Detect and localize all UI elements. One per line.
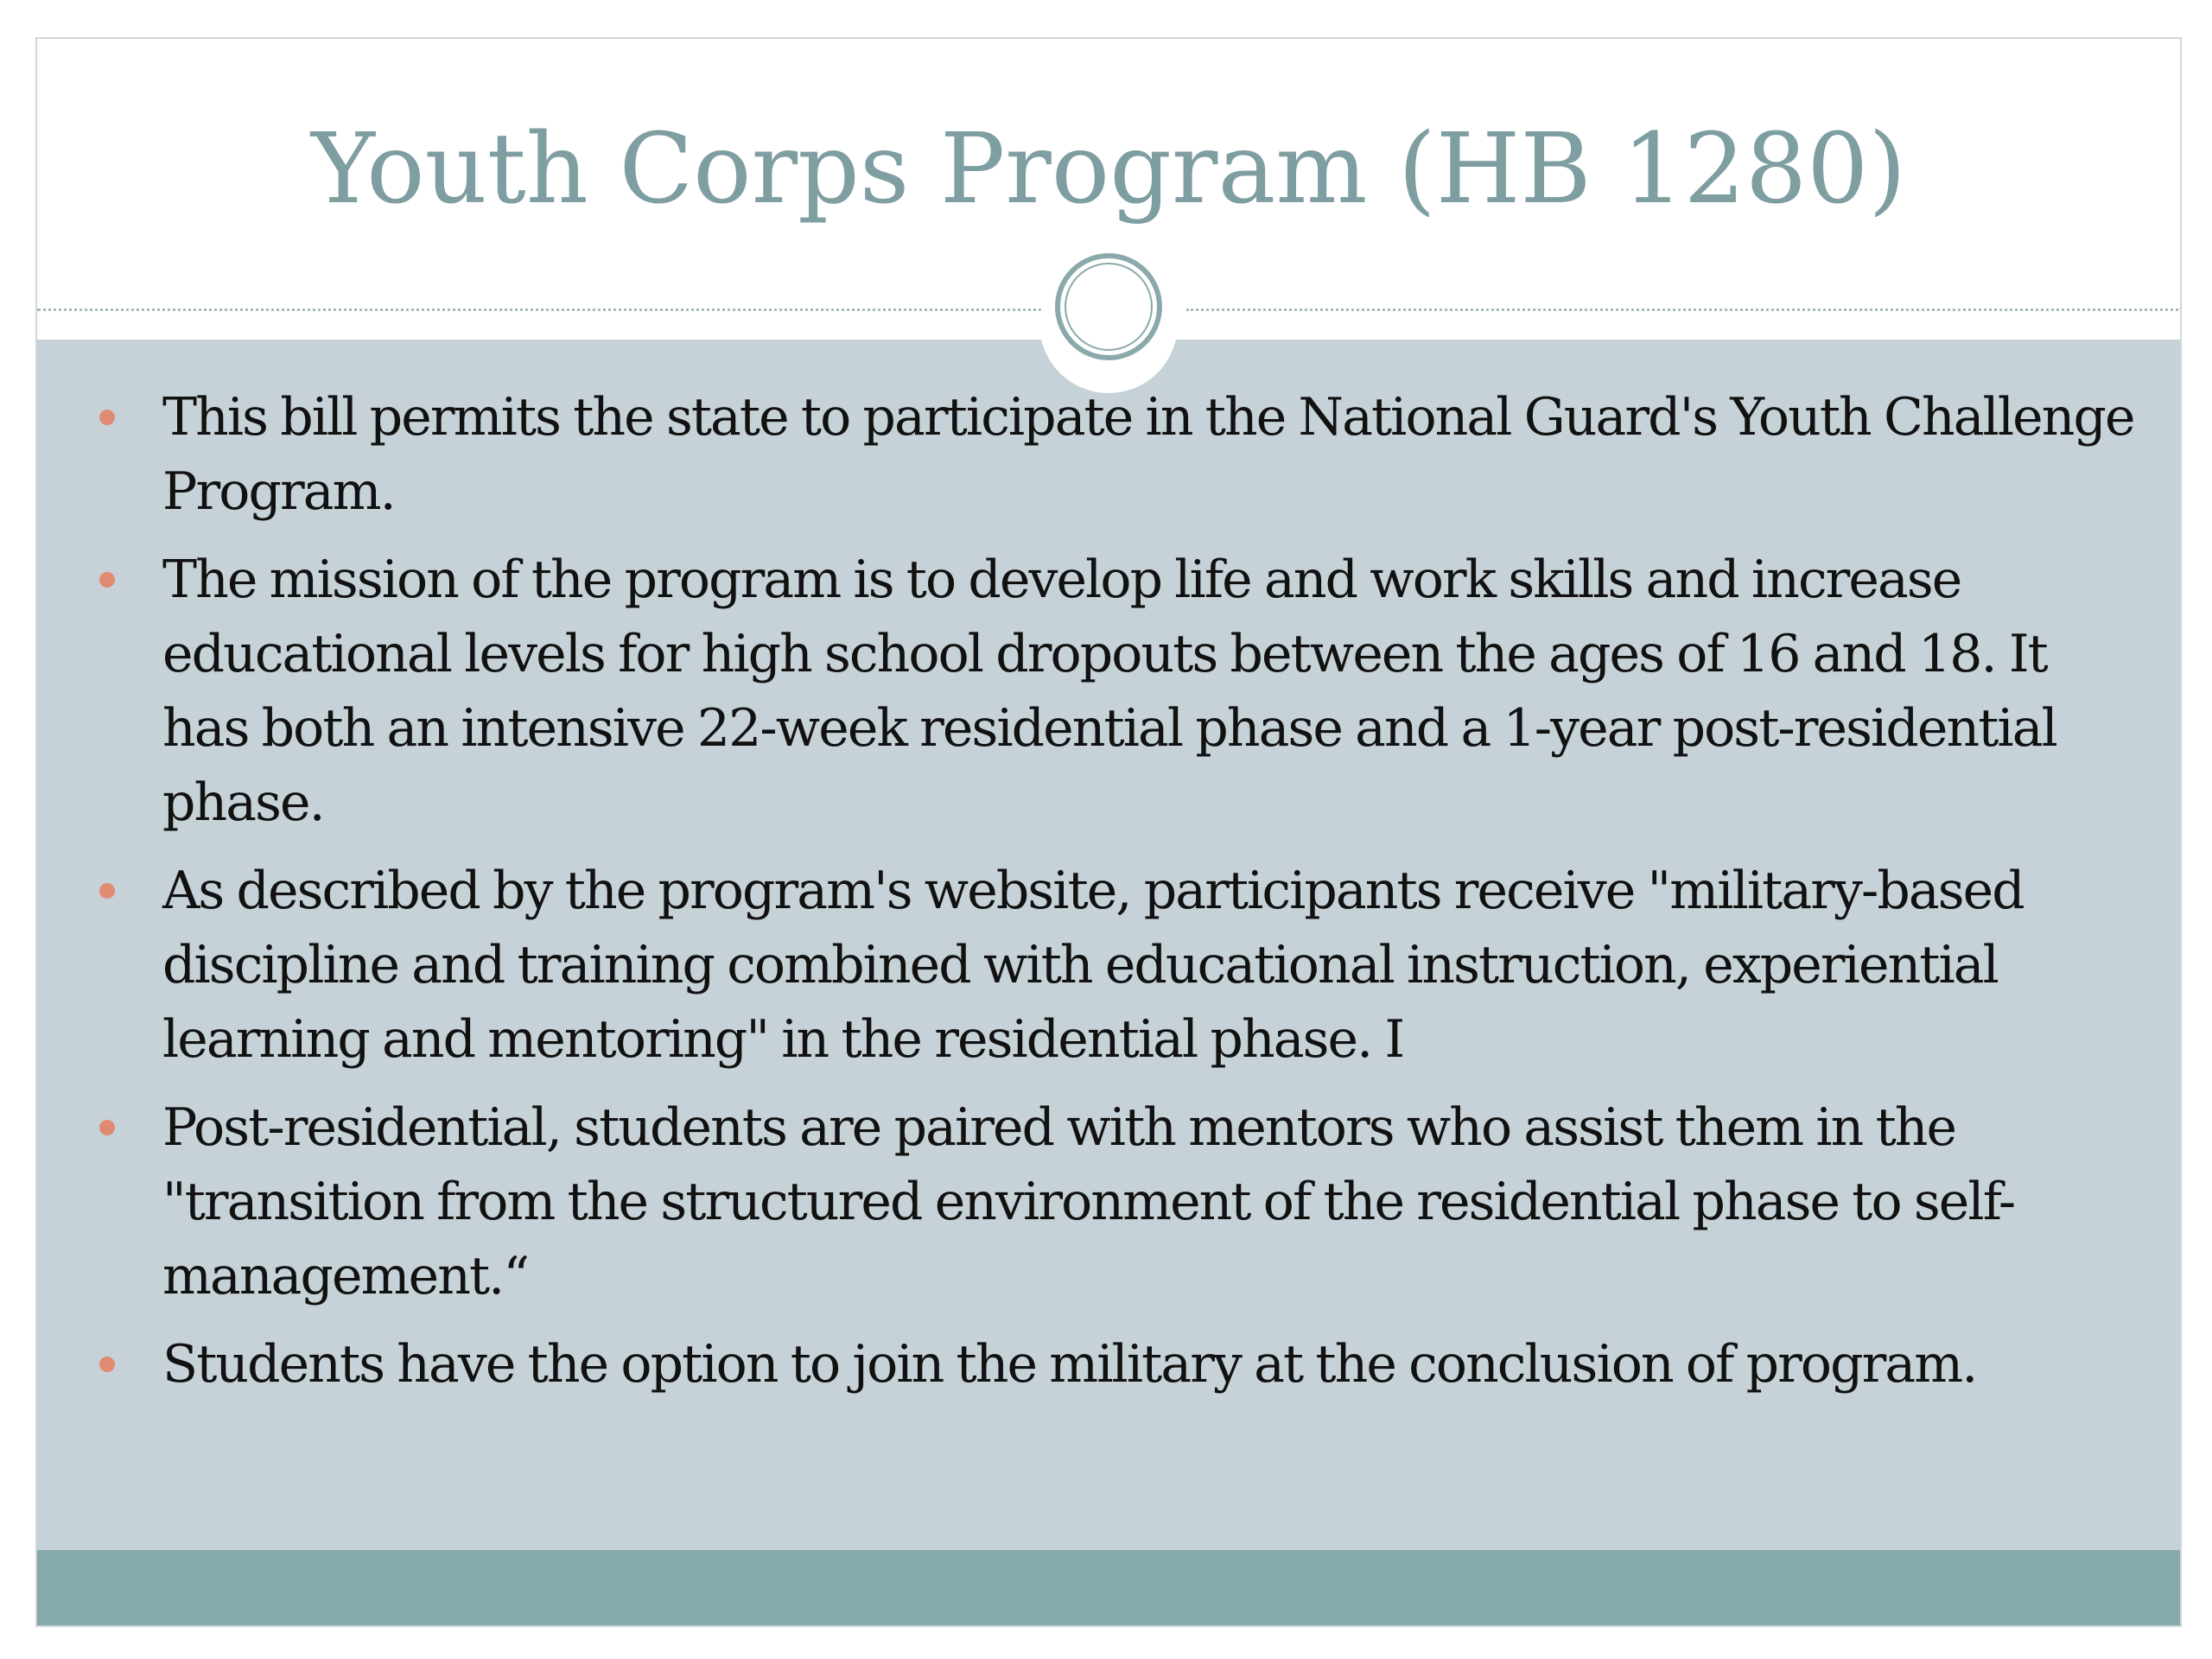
bullet-item	[37, 854, 2180, 1077]
footer-bar	[37, 1550, 2180, 1627]
bullet-text: This bill permits the state to participate in the National Guard's Youth Challenge Program.	[162, 387, 2134, 522]
bullet-text: The mission of the program is to develop life and work skills and increase educational levels for high school dropouts between the ages of 16 and 18. It has both an intensive 22-week residential phase and a 1-year post-residential phase.	[162, 550, 2056, 833]
bullet-list	[37, 380, 2180, 1415]
title-divider-right	[1186, 308, 2182, 311]
slide	[35, 37, 2182, 1627]
bullet-dot-icon	[99, 883, 115, 899]
bullet-text: Post-residential, students are paired with mentors who assist them in the "transition from the structured environment of the residential phase to self-management.“	[162, 1097, 2015, 1306]
circle-ornament-icon	[1055, 253, 1162, 360]
bullet-text: As described by the program's website, participants receive "military-based discipline and training combined with educational instruction, experiential learning and mentoring" in the residential phase. I	[162, 861, 2024, 1070]
bullet-dot-icon	[99, 1357, 115, 1372]
bullet-item	[37, 1327, 2180, 1402]
bullet-dot-icon	[99, 572, 115, 588]
bullet-item	[37, 380, 2180, 529]
title-divider-left	[37, 308, 1048, 311]
bullet-text: Students have the option to join the military at the conclusion of program.	[162, 1334, 1977, 1395]
slide-title: Youth Corps Program (HB 1280)	[310, 113, 1907, 226]
bullet-item	[37, 543, 2180, 840]
bullet-item	[37, 1090, 2180, 1313]
circle-ornament-inner	[1065, 263, 1153, 351]
bullet-dot-icon	[99, 1120, 115, 1135]
bullet-dot-icon	[99, 410, 115, 425]
